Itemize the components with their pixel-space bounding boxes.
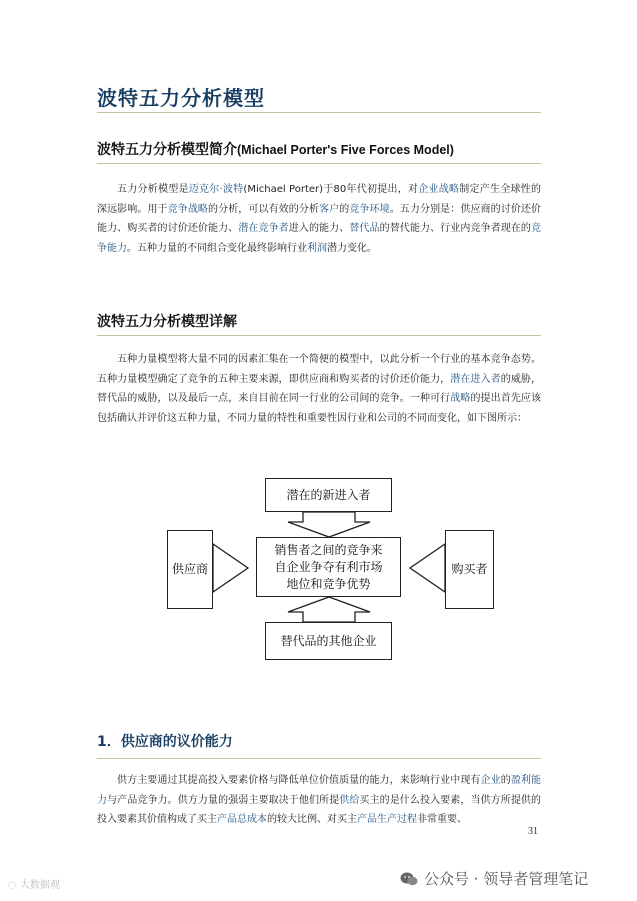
watermark-left <box>8 876 60 891</box>
text-run: 制定产生全球性的深远影响。用于 <box>97 184 542 215</box>
page-number: 31 <box>528 826 538 837</box>
text-run: 的分析，可以有效的分析 <box>208 203 320 215</box>
inline-link[interactable]: 产品生产过程 <box>357 814 417 825</box>
inline-link[interactable]: 供给 <box>339 794 360 806</box>
inline-link[interactable]: 竞争环境 <box>349 203 390 215</box>
text-run: 。五力分别是：供应商的讨价还价能力、购买者的讨价还价能力、 <box>97 203 542 234</box>
watermark-left-text: 大数据观 <box>19 880 60 891</box>
inline-link[interactable]: 潜在竞争者 <box>238 223 289 234</box>
text-run: 潜力变化。 <box>327 242 377 254</box>
rivalry-line-1: 销售者之间的竞争来 <box>274 542 383 557</box>
section3-divider <box>97 758 541 759</box>
inline-link[interactable]: 企业 <box>480 775 501 786</box>
text-run: 非常重要、 <box>417 814 467 825</box>
section3-paragraph <box>97 771 541 830</box>
weibo-icon: ◌ <box>8 880 17 891</box>
inline-link[interactable]: 产品总成本 <box>217 814 267 825</box>
text-run: 买主的是什么投入要素，当供方所提供的投入要素其价值构成了买主 <box>97 794 542 825</box>
text-run: 的 <box>500 775 511 786</box>
text-run: 。五种力量的不同组合变化最终影响行业 <box>127 242 307 254</box>
box-substitutes: 替代品的其他企业 <box>265 622 392 660</box>
inline-link[interactable]: 竞争能力 <box>97 223 542 254</box>
text-run: 的威胁，替代品的威胁，以及最后一点，来自目前在同一行业的公司间的竞争。一种可行 <box>97 373 542 404</box>
inline-link[interactable]: 迈克尔·波特 <box>188 184 244 195</box>
wechat-icon <box>400 872 418 886</box>
box-industry-rivalry <box>256 537 401 597</box>
section2-heading: 波特五力分析模型详解 <box>97 314 237 330</box>
arrow-right-left <box>410 544 445 592</box>
text-run: 的提出首先应该包括确认并评价这五种力量，不同力量的特性和重要性因行业和公司的不同而变化，如下图所示： <box>97 393 542 424</box>
arrow-left-right <box>213 544 248 592</box>
page-title: 波特五力分析模型 <box>97 86 265 110</box>
rivalry-line-3: 地位和竞争优势 <box>286 576 371 591</box>
arrow-top-down <box>288 512 370 537</box>
section3-heading: 1．供应商的议价能力 <box>97 734 233 750</box>
text-run: 的替代能力、行业内竞争者现在的 <box>379 223 532 234</box>
section1-heading-en: (Michael Porter's Five Forces Model) <box>237 143 454 157</box>
inline-link[interactable]: 企业战略 <box>418 184 460 195</box>
text-run: 与产品竞争力。供方力量的强弱主要取决于他们所提 <box>107 794 340 806</box>
text-run: 供方主要通过其提高投入要素价格与降低单位价值质量的能力，来影响行业中现有 <box>117 775 481 786</box>
text-run: 的 <box>339 203 350 215</box>
watermark-right-text: 公众号 · 领导者管理笔记 <box>424 870 589 888</box>
inline-link[interactable]: 潜在进入者 <box>450 373 501 385</box>
inline-link[interactable]: 竞争战略 <box>167 203 209 215</box>
inline-link[interactable]: 盈利能力 <box>97 775 542 806</box>
text-run: (Michael Porter)于80年代初提出，对 <box>243 184 419 195</box>
box-suppliers: 供应商 <box>167 530 213 609</box>
box-new-entrants: 潜在的新进入者 <box>265 478 392 512</box>
text-run: 五力分析模型是 <box>117 184 189 195</box>
watermark-right <box>400 868 588 889</box>
rivalry-line-2: 自企业争夺有利市场 <box>274 559 383 574</box>
arrow-bottom-up <box>288 597 370 622</box>
inline-link[interactable]: 客户 <box>319 203 340 215</box>
box-buyers: 购买者 <box>445 530 494 609</box>
inline-link[interactable]: 战略 <box>450 393 471 404</box>
footer-watermarks <box>0 860 637 901</box>
section1-heading-cn: 波特五力分析模型简介 <box>97 142 237 158</box>
text-run: 进入的能力、 <box>288 223 350 234</box>
inline-link[interactable]: 利润 <box>307 242 327 254</box>
text-run: 五种力量模型将大量不同的因素汇集在一个简便的模型中，以此分析一个行业的基本竞争态势。五种力量模型确定了竞争的五种主要来源，即供应商和购买者的讨价还价能力， <box>97 354 541 385</box>
text-run: 的较大比例、对买主 <box>267 814 357 825</box>
inline-link[interactable]: 替代品 <box>349 223 380 234</box>
